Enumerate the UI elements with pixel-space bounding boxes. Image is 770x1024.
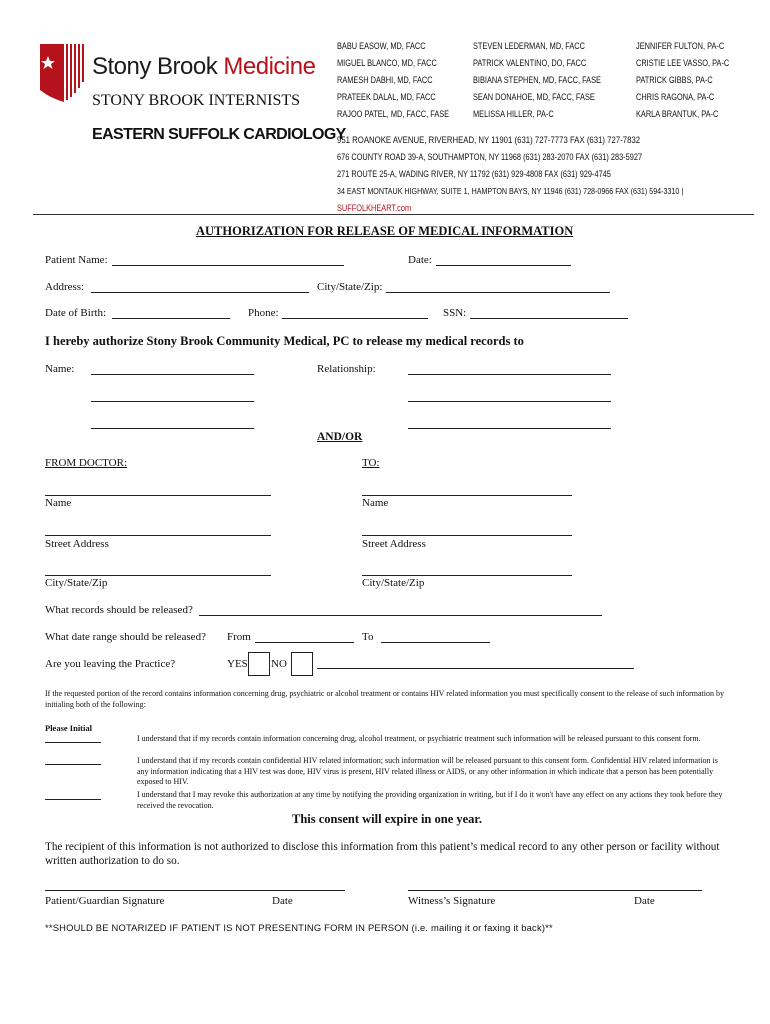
- office-address: 34 EAST MONTAUK HIGHWAY, SUITE 1, HAMPTON BAYS, NY 11946 (631) 728-0966 FAX (631) 594-3310 |: [337, 186, 684, 196]
- recipient-statement: The recipient of this information is not authorized to disclose this information from this patient’s medical record to any other person or facility without written authorization to do so.: [45, 841, 720, 867]
- ssn-label: SSN:: [443, 307, 467, 319]
- from-name-label: Name: [45, 497, 72, 509]
- relationship-field-2[interactable]: [408, 401, 611, 402]
- division-name: EASTERN SUFFOLK CARDIOLOGY: [92, 126, 346, 143]
- practice-name: STONY BROOK INTERNISTS: [92, 92, 301, 109]
- from-city-label: City/State/Zip: [45, 577, 108, 589]
- date-field[interactable]: [436, 265, 571, 266]
- patient-signature-label: Patient/Guardian Signature: [45, 895, 165, 907]
- city-state-zip-label: City/State/Zip:: [317, 281, 383, 293]
- date-range-question: What date range should be released?: [45, 631, 206, 643]
- doctor-name: RAMESH DABHI, MD, FACC: [337, 75, 433, 85]
- recipient-name-field-2[interactable]: [91, 401, 254, 402]
- recipient-name-field-1[interactable]: [91, 374, 254, 375]
- from-city-field[interactable]: [45, 575, 271, 576]
- doctor-name: STEVEN LEDERMAN, MD, FACC: [473, 41, 585, 51]
- patient-signature-field[interactable]: [45, 890, 345, 891]
- patient-name-label: Patient Name:: [45, 254, 108, 266]
- patient-name-field[interactable]: [112, 265, 344, 266]
- and-or-label: AND/OR: [317, 431, 363, 443]
- leaving-details-field[interactable]: [317, 668, 634, 669]
- address-label: Address:: [45, 281, 85, 293]
- logo-text-medicine: Medicine: [223, 53, 316, 80]
- office-address: 271 ROUTE 25-A, WADING RIVER, NY 11792 (631) 929-4808 FAX (631) 929-4745: [337, 169, 611, 179]
- to-city-label: City/State/Zip: [362, 577, 425, 589]
- doctors-col-2: [473, 41, 633, 126]
- doctor-name: MIGUEL BLANCO, MD, FACC: [337, 58, 437, 68]
- doctor-name: SEAN DONAHOE, MD, FACC, FASE: [473, 92, 595, 102]
- notarize-note: **SHOULD BE NOTARIZED IF PATIENT IS NOT PRESENTING FORM IN PERSON (i.e. mailing it or faxing it back)**: [45, 922, 553, 933]
- initial-item-2: I understand that if my records contain confidential HIV related information; such information will be released pursuant to this consent form. Confidential HIV related information is any information indicating that a HIV test was done, HIV virus is present, HIV related illness or AIDS, or any other information in which indicate that a person has been potentially exposed to HIV.: [137, 756, 718, 786]
- to-city-field[interactable]: [362, 575, 572, 576]
- office-addresses: [337, 135, 757, 217]
- yes-label: YES: [227, 658, 248, 670]
- leaving-question: Are you leaving the Practice?: [45, 658, 176, 670]
- doctor-name: JENNIFER FULTON, PA-C: [636, 41, 725, 51]
- recipient-name-field-3[interactable]: [91, 428, 254, 429]
- from-street-field[interactable]: [45, 535, 271, 536]
- expire-statement: This consent will expire in one year.: [292, 812, 482, 826]
- no-checkbox[interactable]: [291, 652, 313, 676]
- relationship-field-1[interactable]: [408, 374, 611, 375]
- no-label: NO: [271, 658, 287, 670]
- doctor-name: CRISTIE LEE VASSO, PA-C: [636, 58, 730, 68]
- relationship-label: Relationship:: [317, 363, 376, 375]
- please-initial-label: Please Initial: [45, 723, 92, 733]
- logo-wordmark: [92, 53, 315, 81]
- initial-field-1[interactable]: [45, 742, 101, 743]
- consent-paragraph: If the requested portion of the record contains information concerning drug, psychiatric or alcohol treatment or contains HIV related information you must specifically consent to the release of such information by initialing both of the following:: [45, 689, 724, 709]
- doctor-name: BABU EASOW, MD, FACC: [337, 41, 426, 51]
- doctors-col-1: [337, 41, 467, 126]
- records-field[interactable]: [199, 615, 602, 616]
- initial-field-2[interactable]: [45, 764, 101, 765]
- doctors-col-3: [636, 41, 746, 126]
- ssn-field[interactable]: [470, 318, 628, 319]
- doctor-name: PATRICK GIBBS, PA-C: [636, 75, 713, 85]
- doctor-name: RAJOO PATEL, MD, FACC, FASE: [337, 109, 450, 119]
- dob-label: Date of Birth:: [45, 307, 107, 319]
- relationship-field-3[interactable]: [408, 428, 611, 429]
- doctor-name: MELISSA HILLER, PA-C: [473, 109, 554, 119]
- website-link[interactable]: SUFFOLKHEART.com: [337, 203, 412, 213]
- dob-field[interactable]: [112, 318, 230, 319]
- from-date-label: From: [227, 631, 251, 643]
- doctor-name: PATRICK VALENTINO, DO, FACC: [473, 58, 587, 68]
- to-label: TO:: [362, 457, 380, 469]
- logo: [38, 42, 86, 106]
- to-name-field[interactable]: [362, 495, 572, 496]
- logo-text-stony-brook: Stony Brook: [92, 53, 224, 80]
- city-state-zip-field[interactable]: [386, 292, 610, 293]
- address-field[interactable]: [91, 292, 309, 293]
- witness-date-label: Date: [634, 895, 655, 907]
- doctor-name: PRATEEK DALAL, MD, FACC: [337, 92, 436, 102]
- initial-field-3[interactable]: [45, 799, 101, 800]
- records-question: What records should be released?: [45, 604, 193, 616]
- to-street-label: Street Address: [362, 538, 426, 550]
- initial-item-1: I understand that if my records contain information concerning drug, alcohol treatment, or psychiatric treatment such information will be released pursuant to this consent form.: [137, 734, 701, 743]
- doctor-name: BIBIANA STEPHEN, MD, FACC, FASE: [473, 75, 601, 85]
- shield-logo-icon: [38, 42, 86, 106]
- date-label: Date:: [408, 254, 432, 266]
- office-address: 951 ROANOKE AVENUE, RIVERHEAD, NY 11901 (631) 727-7773 FAX (631) 727-7832: [337, 135, 641, 146]
- from-date-field[interactable]: [255, 642, 354, 643]
- phone-label: Phone:: [248, 307, 279, 319]
- to-date-label: To: [362, 631, 374, 643]
- header-divider: [33, 214, 754, 215]
- from-doctor-label: FROM DOCTOR:: [45, 457, 128, 469]
- phone-field[interactable]: [282, 318, 428, 319]
- doctor-name: KARLA BRANTUK, PA-C: [636, 109, 719, 119]
- form-title: AUTHORIZATION FOR RELEASE OF MEDICAL INFORMATION: [196, 224, 574, 238]
- to-name-label: Name: [362, 497, 389, 509]
- patient-date-label: Date: [272, 895, 293, 907]
- from-name-field[interactable]: [45, 495, 271, 496]
- name-label: Name:: [45, 363, 75, 375]
- authorize-statement: I hereby authorize Stony Brook Community Medical, PC to release my medical records to: [45, 334, 524, 348]
- from-street-label: Street Address: [45, 538, 109, 550]
- to-date-field[interactable]: [381, 642, 490, 643]
- initial-item-3: I understand that I may revoke this authorization at any time by notifying the providing organization in writing, but if I do it won't have any effect on any actions they took before they received the revocation.: [137, 790, 723, 810]
- office-address: 676 COUNTY ROAD 39-A, SOUTHAMPTON, NY 11968 (631) 283-2070 FAX (631) 283-5927: [337, 152, 643, 162]
- witness-signature-label: Witness’s Signature: [408, 895, 496, 907]
- yes-checkbox[interactable]: [248, 652, 270, 676]
- doctor-name: CHRIS RAGONA, PA-C: [636, 92, 715, 102]
- witness-signature-field[interactable]: [408, 890, 702, 891]
- to-street-field[interactable]: [362, 535, 572, 536]
